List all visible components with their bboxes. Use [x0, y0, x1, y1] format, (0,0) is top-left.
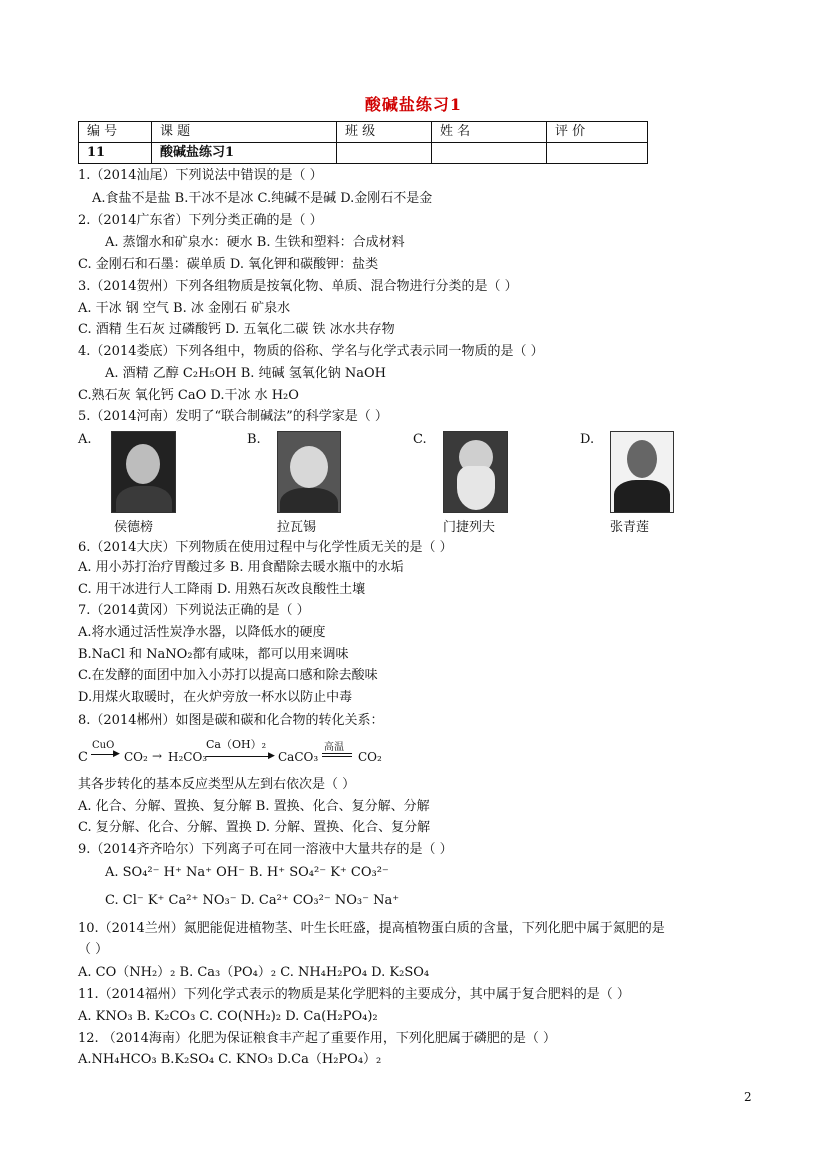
question-line: A. 化合、分解、置换、复分解 B. 置换、化合、复分解、分解: [78, 799, 430, 814]
question-line: C. 金刚石和石墨：碳单质 D. 氧化钾和碳酸钾：盐类: [78, 257, 379, 272]
portrait-hou-debang: [111, 431, 176, 513]
question-line: B.NaCl 和 NaNO₂都有咸味，都可以用来调味: [78, 647, 349, 662]
question-line: （ ）: [78, 942, 109, 957]
question-line: 5.（2014河南）发明了“联合制碱法”的科学家是（ ）: [78, 409, 388, 424]
q5-option-b: B.: [247, 432, 261, 447]
rxn-h2co3: H₂CO₃: [168, 750, 208, 764]
question-line: A. KNO₃ B. K₂CO₃ C. CO(NH₂)₂ D. Ca(H₂PO₄)₂: [78, 1009, 378, 1024]
question-line: A. 干冰 钢 空气 B. 冰 金刚石 矿泉水: [78, 301, 291, 316]
caption-zhang-qinglian: 张青莲: [610, 520, 650, 535]
question-line: 6.（2014大庆）下列物质在使用过程中与化学性质无关的是（ ）: [78, 540, 453, 555]
question-line: 11.（2014福州）下列化学式表示的物质是某化学肥料的主要成分，其中属于复合肥料的是（ ）: [78, 987, 630, 1002]
portrait-zhang-qinglian: [610, 431, 674, 513]
reaction-chain: C CuO ▶ CO₂ → H₂CO₃ Ca（OH）₂ ▶ CaCO₃ 高温 CO₂: [78, 738, 382, 765]
question-line: A.将水通过活性炭净水器，以降低水的硬度: [78, 625, 326, 640]
value-topic: 酸碱盐练习1: [152, 143, 337, 164]
question-line: 1.（2014汕尾）下列说法中错误的是（ ）: [78, 168, 323, 183]
question-line: C. 酒精 生石灰 过磷酸钙 D. 五氧化二碳 铁 冰水共存物: [78, 322, 395, 337]
portrait-lavoisier: [277, 431, 341, 513]
question-line: C. 复分解、化合、分解、置换 D. 分解、置换、化合、复分解: [78, 820, 431, 835]
info-table-value-row: [79, 143, 648, 164]
rxn-co2-a: CO₂: [124, 750, 148, 764]
caption-mendeleev: 门捷列夫: [443, 520, 496, 535]
info-table: [78, 121, 648, 164]
header-class: 班 级: [337, 122, 432, 143]
rxn-c: C: [78, 750, 88, 765]
question-line: D.用煤火取暖时，在火炉旁放一杯水以防止中毒: [78, 690, 353, 705]
rxn-arrow-plain: →: [152, 749, 163, 763]
caption-lavoisier: 拉瓦锡: [277, 520, 317, 535]
question-line: 9.（2014齐齐哈尔）下列离子可在同一溶液中大量共存的是（ ）: [78, 842, 453, 857]
caption-hou-debang: 侯德榜: [114, 520, 154, 535]
value-evaluation[interactable]: [547, 143, 648, 164]
question-line: C.熟石灰 氧化钙 CaO D.干冰 水 H₂O: [78, 388, 299, 403]
question-line: A. 酒精 乙醇 C₂H₅OH B. 纯碱 氢氧化钠 NaOH: [105, 366, 386, 381]
rxn-caoh2-label: Ca（OH）₂: [206, 738, 266, 751]
question-line: A.NH₄HCO₃ B.K₂SO₄ C. KNO₃ D.Ca（H₂PO₄）₂: [78, 1052, 382, 1067]
value-number: 11: [79, 143, 152, 164]
q5-option-c: C.: [413, 432, 427, 447]
question-line: C. Cl⁻ K⁺ Ca²⁺ NO₃⁻ D. Ca²⁺ CO₃²⁻ NO₃⁻ Na⁺: [105, 893, 400, 908]
value-name[interactable]: [432, 143, 547, 164]
header-name: 姓 名: [432, 122, 547, 143]
question-line: C. 用干冰进行人工降雨 D. 用熟石灰改良酸性土壤: [78, 582, 366, 597]
question-line: 其各步转化的基本反应类型从左到右依次是（ ）: [78, 777, 356, 792]
question-line: A. 用小苏打治疗胃酸过多 B. 用食醋除去暖水瓶中的水垢: [78, 560, 404, 575]
question-line: 4.（2014娄底）下列各组中，物质的俗称、学名与化学式表示同一物质的是（ ）: [78, 344, 544, 359]
question-line: A. 蒸馏水和矿泉水：硬水 B. 生铁和塑料：合成材料: [105, 235, 405, 250]
question-line: 10.（2014兰州）氮肥能促进植物茎、叶生长旺盛，提高植物蛋白质的含量，下列化肥中属于氮肥的是: [78, 921, 665, 936]
header-evaluation: 评 价: [547, 122, 648, 143]
question-line: C.在发酵的面团中加入小苏打以提高口感和除去酸味: [78, 668, 378, 683]
header-number: 编 号: [79, 122, 152, 143]
q5-option-a: A.: [78, 432, 92, 447]
question-line: 2.（2014广东省）下列分类正确的是（ ）: [78, 213, 323, 228]
portrait-mendeleev: [443, 431, 508, 513]
question-line: A.食盐不是盐 B.干冰不是冰 C.纯碱不是碱 D.金刚石不是金: [92, 191, 433, 206]
question-line: 12. （2014海南）化肥为保证粮食丰产起了重要作用，下列化肥属于磷肥的是（ ）: [78, 1031, 557, 1046]
page-number: 2: [744, 1090, 752, 1104]
value-class[interactable]: [337, 143, 432, 164]
question-line: A. SO₄²⁻ H⁺ Na⁺ OH⁻ B. H⁺ SO₄²⁻ K⁺ CO₃²⁻: [105, 865, 389, 880]
header-topic: 课 题: [152, 122, 337, 143]
q5-option-d: D.: [580, 432, 595, 447]
page-title: 酸碱盐练习1: [364, 95, 463, 114]
question-line: 3.（2014贺州）下列各组物质是按氧化物、单质、混合物进行分类的是（ ）: [78, 279, 518, 294]
rxn-co2-b: CO₂: [358, 750, 382, 764]
rxn-cuo-label: CuO: [92, 740, 115, 751]
rxn-caco3: CaCO₃: [278, 750, 319, 764]
question-line: 8.（2014郴州）如图是碳和碳和化合物的转化关系：: [78, 713, 384, 728]
info-table-header-row: [79, 122, 648, 143]
question-line: A. CO（NH₂）₂ B. Ca₃（PO₄）₂ C. NH₄H₂PO₄ D. K₂SO₄: [78, 965, 430, 980]
rxn-gaowen-label: 高温: [324, 742, 344, 753]
question-line: 7.（2014黄冈）下列说法正确的是（ ）: [78, 603, 310, 618]
